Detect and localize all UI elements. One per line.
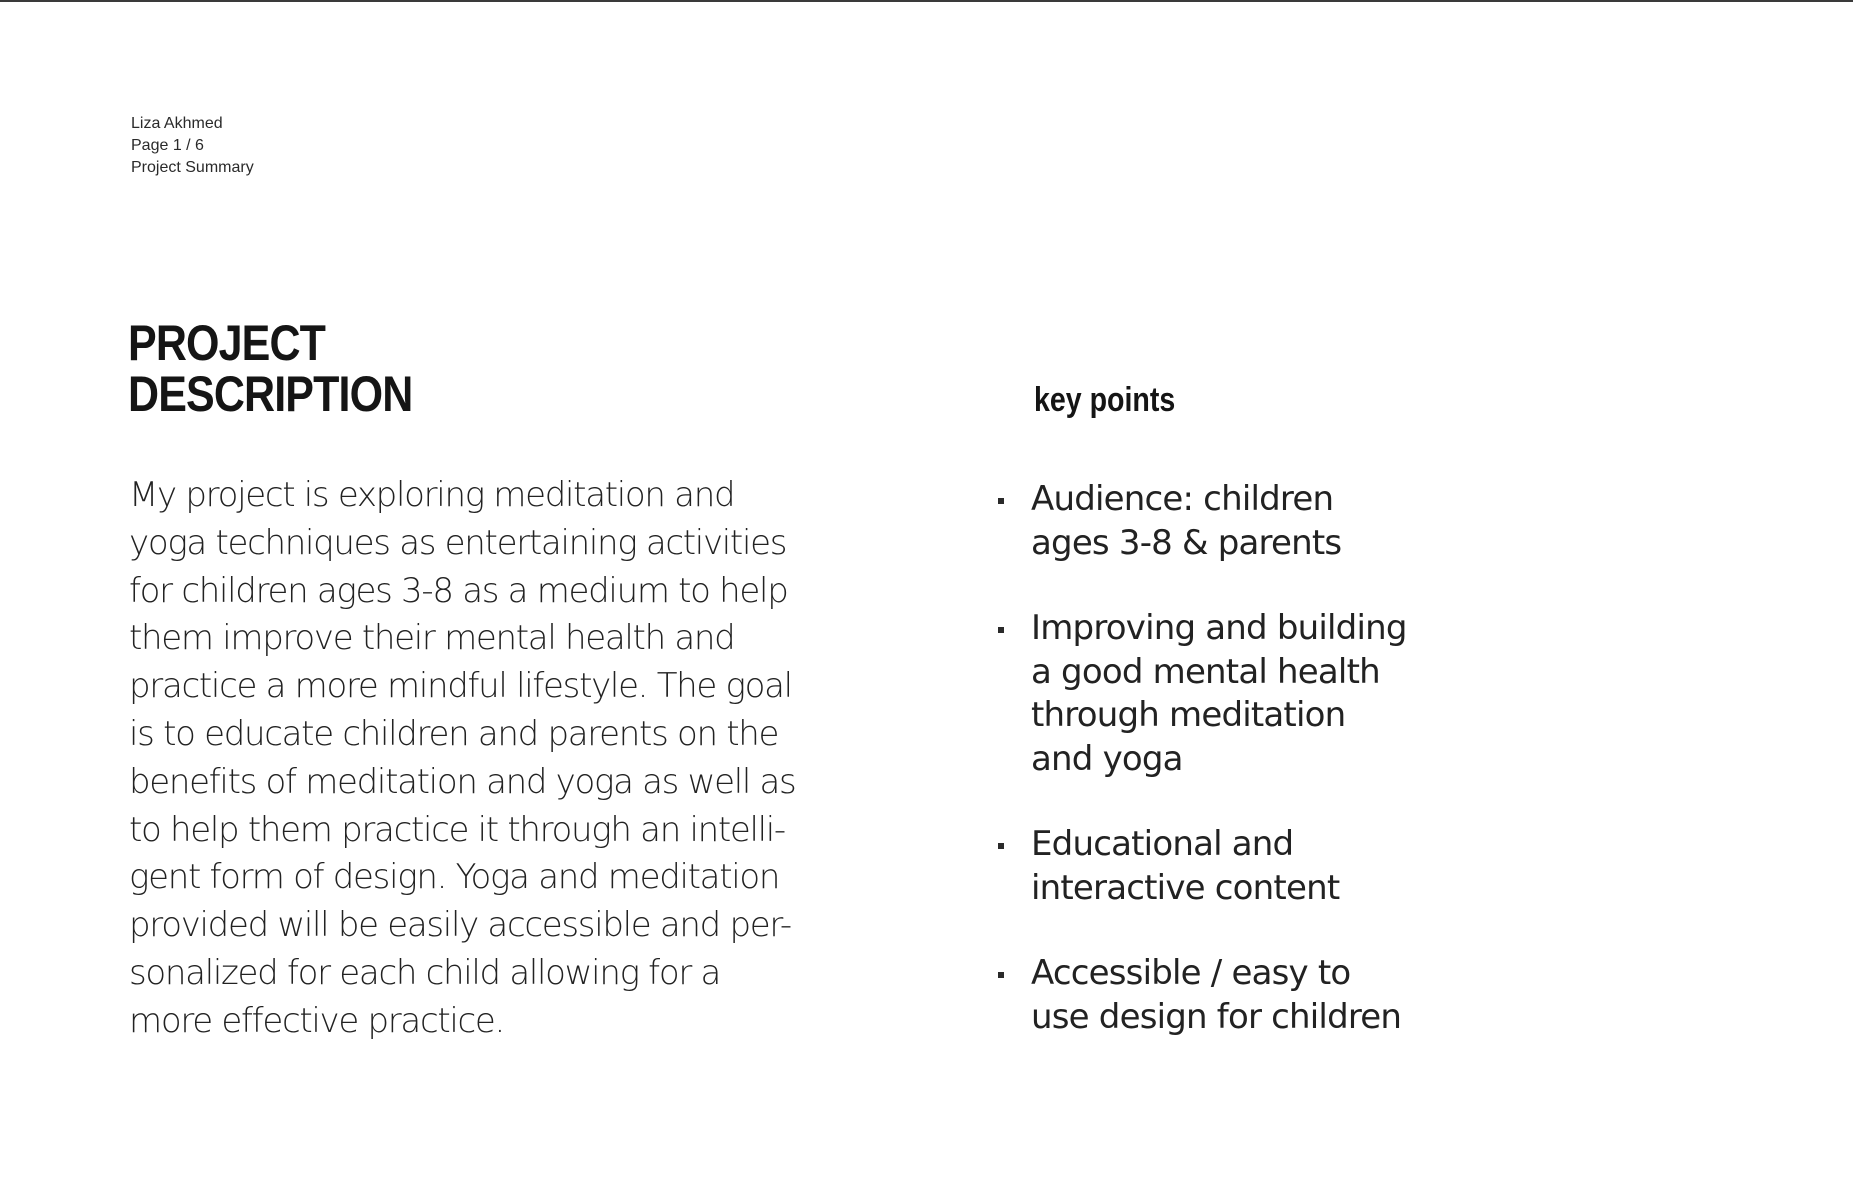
key-point-mental-health — [995, 607, 1407, 781]
top-border-rule — [0, 0, 1853, 2]
title-line: DESCRIPTION — [128, 366, 413, 422]
key-point-line: interactive content — [1031, 867, 1340, 908]
description-line: yoga techniques as entertaining activities — [129, 522, 787, 563]
description-line: provided will be easily accessible and per- — [129, 905, 791, 946]
bullet-icon — [998, 627, 1004, 633]
author-name: Liza Akhmed — [131, 115, 223, 132]
description-line: to help them practice it through an intelli- — [129, 809, 785, 850]
key-point-line: and yoga — [1031, 738, 1183, 779]
key-points-list — [995, 478, 1407, 1081]
page-meta — [131, 113, 254, 179]
description-line: practice a more mindful lifestyle. The goal — [129, 666, 792, 707]
description-line: sonalized for each child allowing for a — [129, 952, 721, 993]
key-point-audience — [995, 478, 1407, 565]
bullet-icon — [998, 498, 1004, 504]
bullet-icon — [998, 843, 1004, 849]
page-title — [128, 315, 413, 422]
key-point-line: Educational and — [1031, 824, 1294, 864]
key-point-line: use design for children — [1031, 996, 1402, 1037]
section-name: Project Summary — [131, 159, 254, 176]
description-line: benefits of meditation and yoga as well as — [129, 761, 796, 802]
description-line: for children ages 3-8 as a medium to help — [129, 570, 788, 611]
key-point-line: Audience: children — [1031, 479, 1334, 519]
description-line: My project is exploring meditation and — [129, 475, 735, 515]
key-point-content — [995, 823, 1407, 910]
description-line: is to educate children and parents on the — [129, 713, 779, 754]
page-number: Page 1 / 6 — [131, 137, 204, 154]
title-line: PROJECT — [128, 315, 326, 371]
key-point-line: a good mental health — [1031, 651, 1380, 692]
project-description — [129, 472, 829, 1046]
description-line: more effective practice. — [129, 1000, 505, 1041]
key-point-line: Improving and building — [1031, 608, 1407, 648]
key-point-line: ages 3-8 & parents — [1031, 522, 1342, 563]
description-line: gent form of design. Yoga and meditation — [129, 857, 780, 898]
key-point-line: Accessible / easy to — [1031, 953, 1351, 993]
key-points-heading: key points — [1034, 381, 1176, 419]
key-point-accessibility — [995, 952, 1407, 1039]
bullet-icon — [998, 972, 1004, 978]
key-point-line: through meditation — [1031, 695, 1346, 735]
description-line: them improve their mental health and — [129, 618, 735, 659]
